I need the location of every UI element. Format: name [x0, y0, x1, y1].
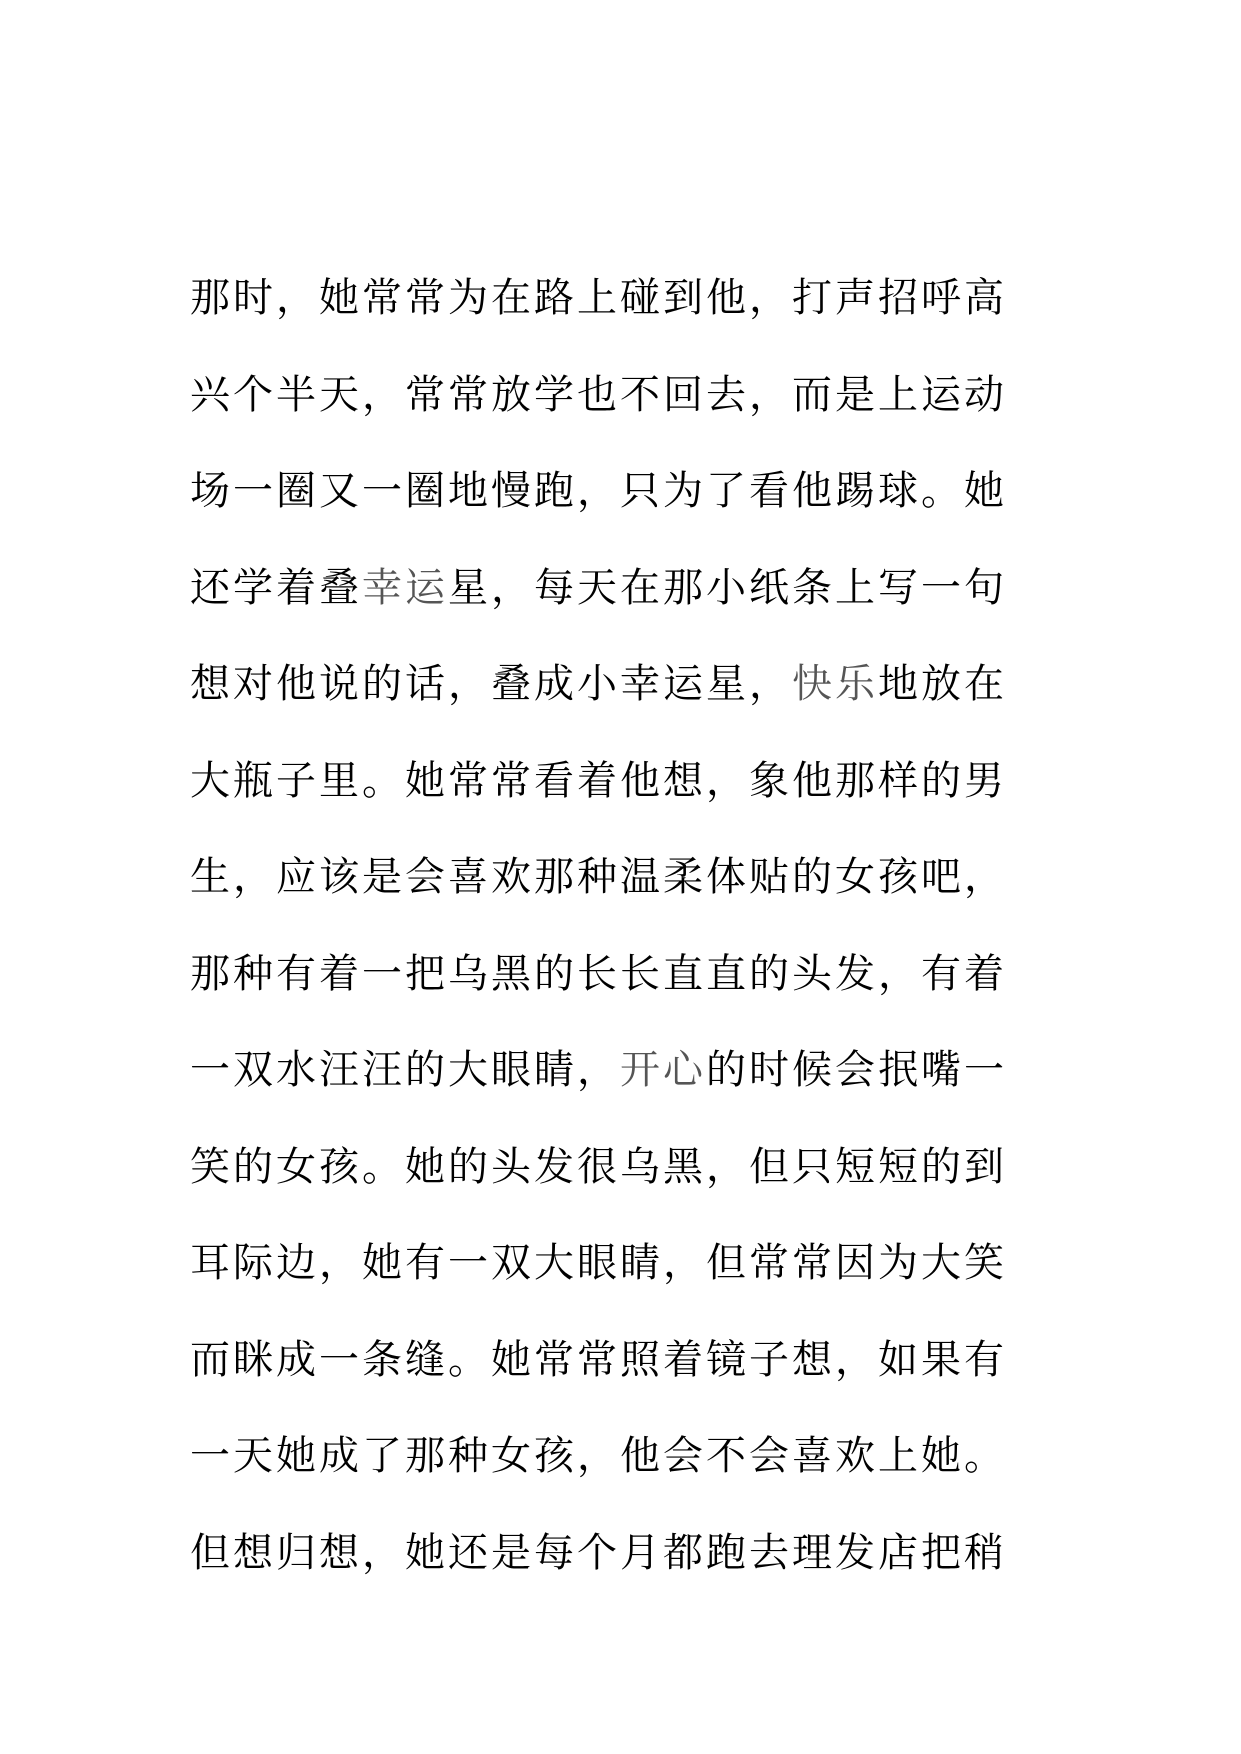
text-line	[190, 443, 1070, 540]
text-line	[190, 636, 1070, 733]
text-run: 大瓶子里。她常常看着他想，象他那样的男	[190, 757, 1007, 804]
text-line	[190, 733, 1070, 830]
text-run: 而眯成一条缝。她常常照着镜子想，如果有	[190, 1336, 1007, 1383]
text-run: 耳际边，她有一双大眼睛，但常常因为大笑	[190, 1240, 1007, 1286]
text-run: 想对他说的话，叠成小幸运星，	[190, 661, 792, 707]
text-line	[190, 250, 1070, 347]
text-line	[190, 1312, 1070, 1409]
text-run: 但想归想，她还是每个月都跑去理发店把稍	[190, 1529, 1007, 1576]
text-run-highlight: 快乐	[792, 661, 878, 707]
text-run: 笑的女孩。她的头发很乌黑，但只短短的到	[190, 1143, 1007, 1190]
text-line	[190, 347, 1070, 444]
text-run-highlight: 开心	[620, 1047, 706, 1093]
text-run: 一天她成了那种女孩，他会不会喜欢上她。	[190, 1433, 1007, 1479]
text-run: 生，应该是会喜欢那种温柔体贴的女孩吧，	[190, 854, 1007, 900]
text-run: 那种有着一把乌黑的长长直直的头发，有着	[190, 950, 1007, 997]
text-run: 兴个半天，常常放学也不回去，而是上运动	[190, 371, 1007, 418]
text-run: 的时候会抿嘴一	[706, 1047, 1007, 1093]
text-line	[190, 1022, 1070, 1119]
text-run: 那时，她常常为在路上碰到他，打声招呼高	[190, 275, 1007, 321]
text-run: 一双水汪汪的大眼睛，	[190, 1047, 620, 1093]
text-line	[190, 540, 1070, 637]
text-line	[190, 829, 1070, 926]
text-run: 场一圈又一圈地慢跑，只为了看他踢球。她	[190, 468, 1007, 514]
text-run: 地放在	[878, 661, 1007, 707]
text-line	[190, 1505, 1070, 1602]
text-run: 还学着叠	[190, 564, 362, 611]
body-text	[190, 250, 1070, 1601]
text-line	[190, 926, 1070, 1023]
text-run-highlight: 幸运	[362, 564, 448, 611]
text-line	[190, 1215, 1070, 1312]
text-line	[190, 1408, 1070, 1505]
text-line	[190, 1119, 1070, 1216]
text-run: 星，每天在那小纸条上写一句	[448, 564, 1007, 611]
